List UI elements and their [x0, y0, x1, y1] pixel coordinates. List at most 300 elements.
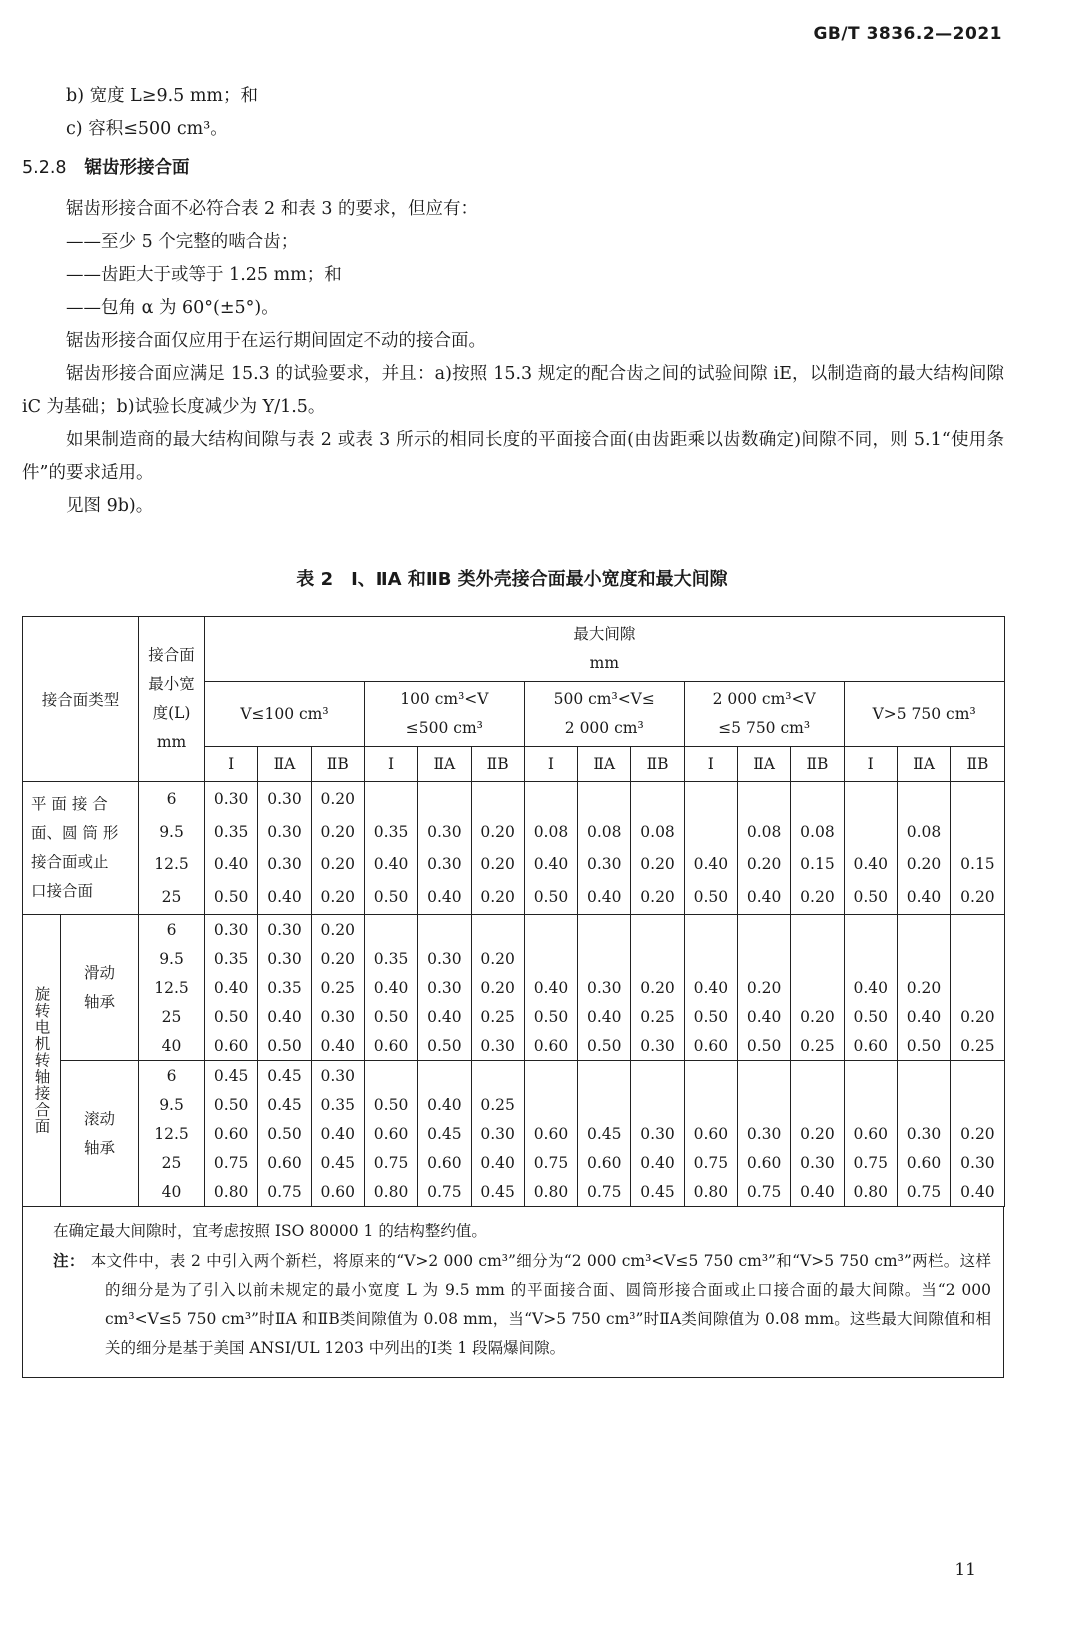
gap-value-cell: 0.30: [258, 782, 311, 816]
flat-joint-type-label-line: 接合面或止: [31, 853, 109, 871]
gap-value-cell: 0.40: [311, 1031, 364, 1061]
gap-value-cell: 0.45: [258, 1061, 311, 1091]
gap-value-cell: [844, 1090, 897, 1119]
gap-value-cell: 0.50: [258, 1119, 311, 1148]
gap-value-cell: 0.20: [471, 973, 524, 1002]
width-header-line: mm: [156, 733, 187, 751]
gap-value-cell: 0.30: [258, 915, 311, 945]
gap-value-cell: [844, 815, 897, 848]
table-caption: 表 2 Ⅰ、ⅡA 和ⅡB 类外壳接合面最小宽度和最大间隙: [296, 569, 728, 590]
gap-value-cell: 0.20: [791, 881, 844, 915]
volume-range-line: V>5 750 cm³: [872, 704, 976, 723]
group-header: Ⅰ: [205, 747, 258, 782]
gap-value-cell: 0.20: [311, 881, 364, 915]
gap-value-cell: [418, 1061, 471, 1091]
gap-value-cell: [578, 915, 631, 945]
gap-value-cell: [951, 915, 1005, 945]
gap-value-cell: 0.50: [205, 1002, 258, 1031]
gap-value-cell: 0.40: [364, 848, 417, 881]
gap-value-cell: [951, 815, 1005, 848]
gap-value-cell: [791, 1061, 844, 1091]
gap-value-cell: [524, 915, 577, 945]
section-title: 锯齿形接合面: [84, 158, 190, 178]
gap-value-cell: 0.20: [791, 1002, 844, 1031]
gap-value-cell: 0.60: [524, 1031, 577, 1061]
group-header: ⅡB: [311, 747, 364, 782]
gap-value-cell: 0.40: [844, 973, 897, 1002]
gap-value-cell: 0.20: [631, 848, 684, 881]
dash-item: ——齿距大于或等于 1.25 mm；和: [66, 265, 342, 285]
gap-value-cell: [897, 915, 950, 945]
group-header: ⅡA: [418, 747, 471, 782]
table-row: [23, 915, 1005, 945]
gap-value-cell: 0.45: [205, 1061, 258, 1091]
gap-value-cell: 0.30: [951, 1148, 1005, 1177]
table-row: [23, 1002, 1005, 1031]
gap-value-cell: [471, 915, 524, 945]
gap-value-cell: 0.20: [311, 782, 364, 816]
gap-value-cell: [684, 1061, 737, 1091]
dash-item: ——包角 α 为 60°(±5°)。: [66, 298, 279, 318]
gap-value-cell: 0.08: [737, 815, 790, 848]
list-item-c: c) 容积≤500 cm³。: [66, 119, 228, 139]
max-gap-label: 最大间隙: [573, 625, 636, 643]
gap-value-cell: 0.40: [471, 1148, 524, 1177]
width-cell: 12.5: [139, 973, 205, 1002]
gap-value-cell: 0.30: [737, 1119, 790, 1148]
gap-value-cell: 0.25: [631, 1002, 684, 1031]
gap-value-cell: 0.50: [258, 1031, 311, 1061]
width-cell: 6: [139, 915, 205, 945]
gap-value-cell: 0.20: [471, 848, 524, 881]
column-header-max-gap: [205, 617, 1005, 682]
volume-range-line: ≤500 cm³: [405, 719, 483, 737]
gap-value-cell: 0.30: [311, 1061, 364, 1091]
gap-value-cell: [897, 1061, 950, 1091]
body-text: [22, 80, 1004, 523]
flat-joint-type-label: [23, 782, 139, 915]
paragraph: 如果制造商的最大结构间隙与表 2 或表 3 所示的相同长度的平面接合面(由齿距乘以齿数确定)间隙不同，则 5.1“使用条件”的要求适用。: [22, 430, 1004, 483]
gap-value-cell: 0.30: [258, 815, 311, 848]
gap-value-cell: 0.08: [578, 815, 631, 848]
gap-value-cell: 0.30: [311, 1002, 364, 1031]
rolling-bearing-label: [61, 1061, 139, 1207]
gap-value-cell: 0.20: [951, 1002, 1005, 1031]
gap-value-cell: [791, 1090, 844, 1119]
gap-value-cell: 0.20: [737, 973, 790, 1002]
gap-value-cell: 0.50: [418, 1031, 471, 1061]
gap-value-cell: 0.15: [791, 848, 844, 881]
volume-range-line: 100 cm³<V: [400, 690, 489, 708]
gap-value-cell: 0.80: [364, 1177, 417, 1207]
gap-value-cell: 0.40: [897, 881, 950, 915]
table-row: [23, 1177, 1005, 1207]
volume-range-line: V≤100 cm³: [240, 704, 329, 723]
gap-value-cell: 0.40: [737, 1002, 790, 1031]
gap-value-cell: 0.30: [631, 1031, 684, 1061]
gap-value-cell: 0.08: [524, 815, 577, 848]
gap-value-cell: [844, 944, 897, 973]
flat-joint-type-label-line: 口接合面: [31, 882, 94, 900]
gap-value-cell: 0.35: [205, 815, 258, 848]
gap-value-cell: 0.60: [684, 1119, 737, 1148]
gap-value-cell: [471, 782, 524, 816]
gap-value-cell: [737, 782, 790, 816]
gap-value-cell: [844, 782, 897, 816]
gap-value-cell: 0.25: [311, 973, 364, 1002]
table-note: [53, 1246, 991, 1363]
gap-value-cell: 0.25: [791, 1031, 844, 1061]
paragraph: 锯齿形接合面不必符合表 2 和表 3 的要求，但应有：: [66, 199, 479, 219]
rotating-joint-type-label-text: 旋转电机转轴接合面: [32, 986, 51, 1135]
gap-value-cell: [471, 1061, 524, 1091]
gap-value-cell: 0.50: [737, 1031, 790, 1061]
gap-value-cell: 0.20: [311, 815, 364, 848]
gap-value-cell: 0.35: [205, 944, 258, 973]
gap-value-cell: [951, 973, 1005, 1002]
gap-value-cell: [684, 1090, 737, 1119]
width-header-line: 度(L): [152, 704, 191, 722]
gap-value-cell: 0.40: [951, 1177, 1005, 1207]
width-cell: 9.5: [139, 944, 205, 973]
gap-value-cell: 0.35: [364, 815, 417, 848]
gap-value-cell: 0.40: [578, 881, 631, 915]
gap-value-cell: [737, 1090, 790, 1119]
figure-reference: 见图 9b)。: [66, 496, 154, 516]
gap-value-cell: 0.60: [578, 1148, 631, 1177]
gap-value-cell: 0.40: [418, 1090, 471, 1119]
gap-value-cell: 0.40: [791, 1177, 844, 1207]
gap-table: [22, 616, 1005, 1207]
volume-range-header: [844, 682, 1004, 747]
table-footer-text: 在确定最大间隙时，宜考虑按照 ISO 80000 1 的结构整约值。: [53, 1222, 487, 1240]
gap-value-cell: [951, 1061, 1005, 1091]
gap-value-cell: 0.08: [631, 815, 684, 848]
gap-value-cell: 0.50: [844, 1002, 897, 1031]
volume-range-header: [364, 682, 524, 747]
gap-value-cell: 0.75: [578, 1177, 631, 1207]
gap-value-cell: 0.40: [258, 1002, 311, 1031]
rotating-joint-type-label: [23, 915, 61, 1207]
gap-value-cell: [631, 915, 684, 945]
page-number: 11: [954, 1560, 976, 1580]
gap-value-cell: [897, 782, 950, 816]
gap-value-cell: 0.30: [578, 848, 631, 881]
gap-value-cell: 0.40: [258, 881, 311, 915]
gap-value-cell: 0.60: [205, 1119, 258, 1148]
gap-value-cell: 0.40: [524, 973, 577, 1002]
gap-value-cell: 0.40: [524, 848, 577, 881]
group-header: Ⅰ: [684, 747, 737, 782]
group-header: ⅡA: [258, 747, 311, 782]
gap-value-cell: 0.30: [471, 1119, 524, 1148]
gap-value-cell: 0.25: [471, 1090, 524, 1119]
gap-value-cell: 0.45: [631, 1177, 684, 1207]
width-cell: 40: [139, 1031, 205, 1061]
gap-value-cell: [684, 782, 737, 816]
gap-value-cell: 0.08: [791, 815, 844, 848]
gap-value-cell: 0.60: [364, 1119, 417, 1148]
gap-value-cell: 0.20: [791, 1119, 844, 1148]
gap-value-cell: [737, 1061, 790, 1091]
gap-value-cell: [524, 944, 577, 973]
gap-value-cell: [844, 915, 897, 945]
group-header: ⅡB: [951, 747, 1005, 782]
gap-value-cell: [631, 782, 684, 816]
flat-joint-type-label-line: 平 面 接 合: [31, 795, 108, 813]
gap-value-cell: 0.60: [844, 1119, 897, 1148]
gap-value-cell: 0.80: [844, 1177, 897, 1207]
gap-value-cell: 0.20: [471, 881, 524, 915]
column-header-width: [139, 617, 205, 782]
gap-value-cell: 0.60: [897, 1148, 950, 1177]
gap-value-cell: [418, 782, 471, 816]
note-text: 本文件中，表 2 中引入两个新栏，将原来的“V>2 000 cm³”细分为“2 000 cm³<V≤5 750 cm³”和“V>5 750 cm³”两栏。这样的细分是为了引入以前未规定的最小宽度 L 为 9.5 mm 的平面接合面、圆筒形接合面或止口接合面的最大间隙。当“2 000 cm³<V≤5 750 cm³”时ⅡA 和ⅡB类间隙值为 0.08 mm，当“V>5 750 cm³”时ⅡA类间隙值为 0.08 mm。这些最大间隙值和相关的细分是基于美国 ANSI/UL 1203 中列出的Ⅰ类 1 段隔爆间隙。: [90, 1252, 991, 1357]
gap-value-cell: 0.50: [364, 881, 417, 915]
table-row: [23, 848, 1005, 881]
gap-value-cell: 0.40: [578, 1002, 631, 1031]
group-header: ⅡB: [791, 747, 844, 782]
gap-value-cell: 0.30: [791, 1148, 844, 1177]
gap-value-cell: 0.75: [418, 1177, 471, 1207]
gap-value-cell: [364, 915, 417, 945]
gap-value-cell: 0.50: [364, 1002, 417, 1031]
gap-value-cell: [524, 1090, 577, 1119]
gap-value-cell: [418, 915, 471, 945]
gap-value-cell: 0.30: [205, 915, 258, 945]
gap-value-cell: 0.50: [684, 881, 737, 915]
gap-value-cell: [897, 1090, 950, 1119]
gap-value-cell: 0.20: [311, 848, 364, 881]
gap-value-cell: 0.25: [471, 1002, 524, 1031]
gap-value-cell: 0.30: [418, 944, 471, 973]
gap-value-cell: [524, 782, 577, 816]
gap-value-cell: 0.50: [578, 1031, 631, 1061]
volume-range-header: [524, 682, 684, 747]
gap-value-cell: [791, 973, 844, 1002]
gap-value-cell: 0.50: [524, 881, 577, 915]
volume-range-header: [684, 682, 844, 747]
group-header: Ⅰ: [844, 747, 897, 782]
gap-value-cell: 0.50: [684, 1002, 737, 1031]
gap-value-cell: 0.40: [897, 1002, 950, 1031]
gap-value-cell: 0.35: [364, 944, 417, 973]
volume-range-line: 2 000 cm³: [564, 719, 644, 737]
gap-value-cell: 0.60: [311, 1177, 364, 1207]
table-row: [23, 782, 1005, 816]
gap-value-cell: 0.50: [364, 1090, 417, 1119]
volume-range-line: 500 cm³<V≤: [553, 690, 655, 708]
paragraph: 锯齿形接合面仅应用于在运行期间固定不动的接合面。: [66, 331, 486, 351]
gap-value-cell: 0.20: [897, 973, 950, 1002]
gap-value-cell: [951, 782, 1005, 816]
gap-value-cell: 0.40: [844, 848, 897, 881]
gap-value-cell: [364, 1061, 417, 1091]
table-row: [23, 1119, 1005, 1148]
gap-value-cell: [897, 944, 950, 973]
standard-number: GB/T 3836.2—2021: [813, 24, 1002, 44]
gap-value-cell: 0.20: [631, 881, 684, 915]
width-header-line: 接合面: [148, 646, 195, 664]
gap-value-cell: [578, 782, 631, 816]
volume-range-header: [205, 682, 365, 747]
gap-value-cell: 0.45: [471, 1177, 524, 1207]
gap-value-cell: 0.50: [844, 881, 897, 915]
group-header: ⅡA: [737, 747, 790, 782]
gap-value-cell: 0.40: [684, 973, 737, 1002]
group-header: ⅡA: [897, 747, 950, 782]
gap-value-cell: 0.30: [578, 973, 631, 1002]
gap-value-cell: 0.30: [418, 973, 471, 1002]
table-row: [23, 881, 1005, 915]
gap-value-cell: 0.30: [205, 782, 258, 816]
gap-value-cell: 0.75: [897, 1177, 950, 1207]
gap-value-cell: 0.60: [684, 1031, 737, 1061]
gap-value-cell: [631, 944, 684, 973]
gap-value-cell: 0.30: [418, 848, 471, 881]
gap-value-cell: 0.40: [631, 1148, 684, 1177]
gap-value-cell: 0.60: [844, 1031, 897, 1061]
gap-value-cell: [578, 1090, 631, 1119]
gap-value-cell: 0.20: [311, 944, 364, 973]
gap-value-cell: 0.80: [205, 1177, 258, 1207]
gap-value-cell: 0.75: [258, 1177, 311, 1207]
width-cell: 25: [139, 1148, 205, 1177]
group-header: ⅡB: [631, 747, 684, 782]
gap-value-cell: [791, 944, 844, 973]
gap-value-cell: 0.40: [311, 1119, 364, 1148]
width-cell: 25: [139, 881, 205, 915]
gap-value-cell: 0.75: [737, 1177, 790, 1207]
gap-value-cell: 0.30: [258, 848, 311, 881]
volume-range-line: 2 000 cm³<V: [712, 690, 816, 708]
group-header: Ⅰ: [524, 747, 577, 782]
gap-value-cell: 0.08: [897, 815, 950, 848]
gap-value-cell: 0.45: [578, 1119, 631, 1148]
rolling-bearing-label-text: 滚动轴承: [83, 1109, 115, 1157]
gap-value-cell: [951, 1090, 1005, 1119]
gap-value-cell: [578, 1061, 631, 1091]
gap-value-cell: 0.40: [205, 848, 258, 881]
table-row: [23, 1031, 1005, 1061]
list-item-b: b) 宽度 L≥9.5 mm；和: [66, 86, 259, 106]
gap-value-cell: 0.75: [684, 1148, 737, 1177]
gap-value-cell: [364, 782, 417, 816]
width-cell: 6: [139, 782, 205, 816]
gap-value-cell: 0.30: [897, 1119, 950, 1148]
table-notes: [22, 1207, 1004, 1378]
group-header: ⅡA: [578, 747, 631, 782]
gap-value-cell: 0.45: [418, 1119, 471, 1148]
gap-value-cell: 0.20: [897, 848, 950, 881]
gap-value-cell: [791, 915, 844, 945]
gap-value-cell: [578, 944, 631, 973]
max-gap-unit: mm: [589, 654, 620, 672]
paragraph: 锯齿形接合面应满足 15.3 的试验要求，并且：a)按照 15.3 规定的配合齿之间的试验间隙 iE，以制造商的最大结构间隙 iC 为基础；b)试验长度减少为 Y/1.5。: [22, 364, 1004, 417]
table-row: [23, 944, 1005, 973]
gap-value-cell: 0.60: [418, 1148, 471, 1177]
gap-value-cell: [737, 944, 790, 973]
gap-value-cell: 0.20: [471, 944, 524, 973]
gap-value-cell: 0.80: [684, 1177, 737, 1207]
sleeve-bearing-label-text: 滑动轴承: [83, 963, 115, 1011]
section-heading: [22, 152, 1004, 185]
column-header-type: 接合面类型: [23, 617, 139, 782]
table-row: [23, 973, 1005, 1002]
gap-value-cell: 0.60: [524, 1119, 577, 1148]
volume-range-line: ≤5 750 cm³: [718, 719, 811, 737]
table-row: [23, 1090, 1005, 1119]
gap-value-cell: 0.80: [524, 1177, 577, 1207]
gap-value-cell: 0.45: [258, 1090, 311, 1119]
width-cell: 9.5: [139, 1090, 205, 1119]
gap-value-cell: 0.20: [471, 815, 524, 848]
group-header: Ⅰ: [364, 747, 417, 782]
gap-value-cell: 0.30: [418, 815, 471, 848]
gap-value-cell: 0.30: [471, 1031, 524, 1061]
dash-item: ——至少 5 个完整的啮合齿；: [66, 232, 299, 252]
gap-value-cell: 0.50: [205, 1090, 258, 1119]
gap-value-cell: [791, 782, 844, 816]
width-cell: 6: [139, 1061, 205, 1091]
flat-joint-type-label-line: 面、圆 筒 形: [31, 824, 119, 842]
gap-value-cell: 0.60: [364, 1031, 417, 1061]
gap-value-cell: 0.50: [524, 1002, 577, 1031]
gap-value-cell: 0.20: [951, 1119, 1005, 1148]
gap-value-cell: [684, 915, 737, 945]
table-row: [23, 1148, 1005, 1177]
gap-table-container: [22, 616, 1004, 1378]
gap-value-cell: 0.40: [737, 881, 790, 915]
gap-value-cell: [844, 1061, 897, 1091]
width-cell: 25: [139, 1002, 205, 1031]
gap-value-cell: [737, 915, 790, 945]
gap-value-cell: 0.35: [258, 973, 311, 1002]
gap-value-cell: 0.75: [844, 1148, 897, 1177]
gap-value-cell: 0.40: [364, 973, 417, 1002]
gap-value-cell: [631, 1061, 684, 1091]
table-row: [23, 815, 1005, 848]
gap-value-cell: 0.50: [205, 881, 258, 915]
gap-value-cell: [631, 1090, 684, 1119]
width-cell: 40: [139, 1177, 205, 1207]
gap-value-cell: [524, 1061, 577, 1091]
width-header-line: 最小宽: [148, 675, 195, 693]
note-label: 注：: [53, 1251, 85, 1270]
gap-value-cell: 0.60: [737, 1148, 790, 1177]
gap-value-cell: 0.60: [258, 1148, 311, 1177]
gap-value-cell: 0.40: [418, 881, 471, 915]
gap-value-cell: 0.30: [258, 944, 311, 973]
gap-value-cell: 0.30: [631, 1119, 684, 1148]
sleeve-bearing-label: [61, 915, 139, 1061]
gap-value-cell: 0.50: [897, 1031, 950, 1061]
gap-value-cell: 0.40: [684, 848, 737, 881]
gap-value-cell: 0.35: [311, 1090, 364, 1119]
gap-value-cell: [684, 815, 737, 848]
gap-value-cell: [684, 944, 737, 973]
gap-value-cell: 0.25: [951, 1031, 1005, 1061]
section-number: 5.2.8: [22, 158, 67, 178]
gap-value-cell: 0.75: [205, 1148, 258, 1177]
width-cell: 12.5: [139, 1119, 205, 1148]
gap-value-cell: 0.45: [311, 1148, 364, 1177]
gap-value-cell: [951, 944, 1005, 973]
gap-value-cell: 0.40: [205, 973, 258, 1002]
gap-value-cell: 0.20: [631, 973, 684, 1002]
gap-value-cell: 0.15: [951, 848, 1005, 881]
gap-value-cell: 0.60: [205, 1031, 258, 1061]
